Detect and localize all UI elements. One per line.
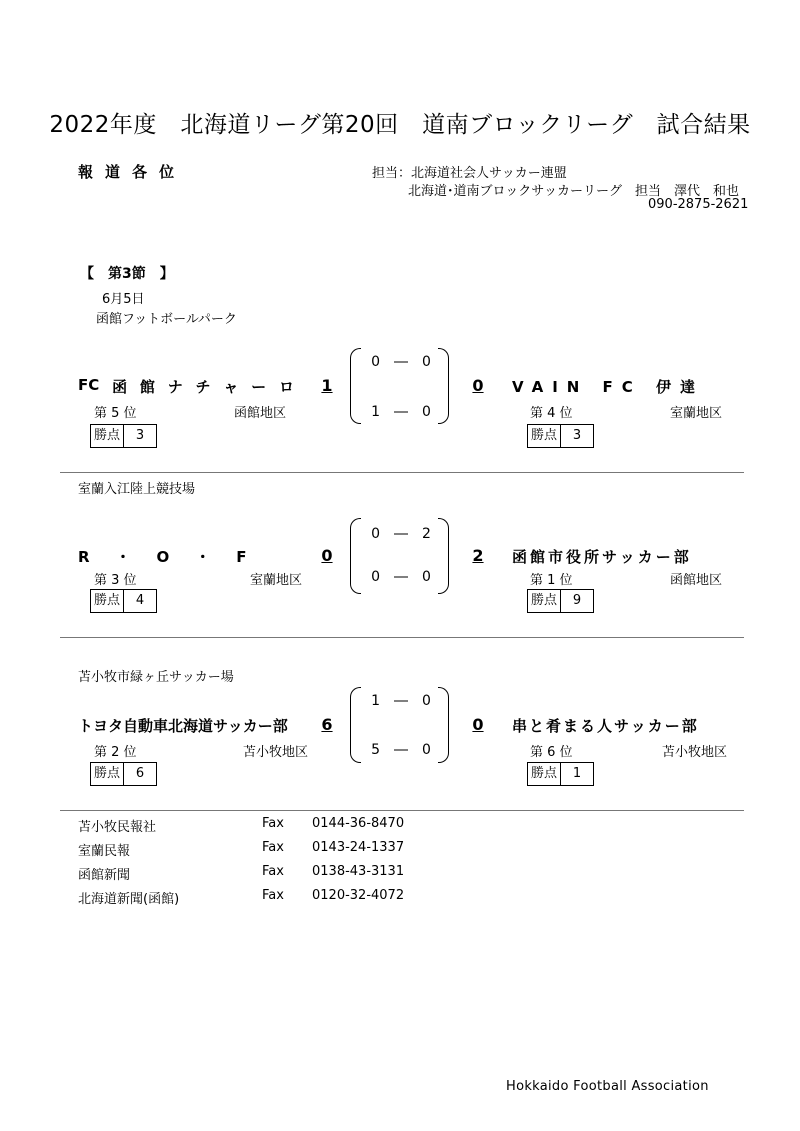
home-region-3: 苫小牧地区 — [243, 745, 309, 760]
home-rank-1: 第 5 位 — [94, 406, 137, 421]
away-points-box-3 — [527, 762, 594, 786]
home-rank-3: 第 2 位 — [94, 745, 137, 760]
home-rank-2: 第 3 位 — [94, 573, 137, 588]
points-label: 勝点 — [528, 763, 561, 785]
media-type-4: Fax — [262, 888, 284, 903]
home-points-box-2 — [90, 589, 157, 613]
home-points-3: 6 — [135, 766, 145, 781]
media-type-3: Fax — [262, 864, 284, 879]
match-date: 6月5日 — [102, 292, 145, 307]
bracket-right-1 — [438, 348, 449, 424]
media-name-2: 室蘭民報 — [78, 844, 131, 859]
contact-phone: 090-2875-2621 — [648, 197, 749, 212]
media-number-4: 0120-32-4072 — [312, 888, 405, 903]
media-name-3: 函館新聞 — [78, 868, 131, 883]
away-points-2: 9 — [572, 593, 582, 608]
home-points-2: 4 — [135, 593, 145, 608]
away-region-2: 函館地区 — [670, 573, 723, 588]
home-team-1-char: チ — [195, 378, 211, 396]
home-points-1: 3 — [135, 428, 145, 443]
footer-association: Hokkaido Football Association — [506, 1079, 709, 1094]
points-label: 勝点 — [528, 590, 561, 612]
away-score-2: 2 — [472, 546, 484, 565]
home-team-1-char: ー — [251, 378, 267, 396]
away-region-3: 苫小牧地区 — [662, 745, 728, 760]
round-heading: 【 第3節 】 — [80, 266, 174, 282]
divider-3 — [60, 810, 744, 811]
contact-line-1: 担当：北海道社会人サッカー連盟 — [372, 166, 567, 181]
first-half-score-1: 0 ― 0 — [371, 354, 431, 370]
home-points-box-3 — [90, 762, 157, 786]
divider-2 — [60, 637, 744, 638]
home-team-1-char: ナ — [167, 378, 183, 396]
second-half-score-1: 1 ― 0 — [371, 404, 431, 420]
away-team-1: VAIN FC 伊達 — [512, 378, 705, 396]
media-number-2: 0143-24-1337 — [312, 840, 405, 855]
away-score-1: 0 — [472, 376, 484, 395]
home-team-1-char: FC — [78, 376, 100, 394]
home-score-1: 1 — [321, 376, 333, 395]
venue-2: 室蘭入江陸上競技場 — [78, 482, 196, 497]
home-team-2: R・O・F — [78, 548, 273, 566]
media-number-3: 0138-43-3131 — [312, 864, 405, 879]
home-points-box-1 — [90, 424, 157, 448]
home-team-1-char: ロ — [278, 378, 294, 396]
home-region-2: 室蘭地区 — [250, 573, 303, 588]
bracket-right-2 — [438, 518, 449, 594]
bracket-right-3 — [438, 687, 449, 763]
home-region-1: 函館地区 — [234, 406, 287, 421]
bracket-left-3 — [350, 687, 361, 763]
away-region-1: 室蘭地区 — [670, 406, 723, 421]
away-team-3: 串と肴まる人サッカー部 — [512, 717, 699, 735]
home-score-2: 0 — [321, 546, 333, 565]
away-rank-3: 第 6 位 — [530, 745, 573, 760]
home-team-1 — [78, 376, 294, 397]
venue-1: 函館フットボールパーク — [96, 312, 237, 327]
away-rank-1: 第 4 位 — [530, 406, 573, 421]
away-score-3: 0 — [472, 715, 484, 734]
home-team-1-char: 函 — [112, 378, 128, 396]
second-half-score-2: 0 ― 0 — [371, 569, 431, 585]
away-points-box-1 — [527, 424, 594, 448]
divider-1 — [60, 472, 744, 473]
away-rank-2: 第 1 位 — [530, 573, 573, 588]
points-label: 勝点 — [91, 763, 124, 785]
bracket-left-1 — [350, 348, 361, 424]
contact-line-2: 北海道･道南ブロックサッカーリーグ 担当 澤代 和也 — [408, 184, 739, 199]
media-number-1: 0144-36-8470 — [312, 816, 405, 831]
home-team-1-char: 館 — [139, 378, 155, 396]
away-team-2: 函館市役所サッカー部 — [512, 548, 692, 566]
home-team-1-char: ャ — [223, 378, 239, 396]
first-half-score-3: 1 ― 0 — [371, 693, 431, 709]
away-points-box-2 — [527, 589, 594, 613]
media-name-4: 北海道新聞(函館) — [78, 892, 180, 907]
press-heading: 報道各位 — [78, 163, 187, 181]
away-points-3: 1 — [572, 766, 582, 781]
points-label: 勝点 — [91, 590, 124, 612]
first-half-score-2: 0 ― 2 — [371, 526, 431, 542]
media-type-1: Fax — [262, 816, 284, 831]
away-points-1: 3 — [572, 428, 582, 443]
points-label: 勝点 — [91, 425, 124, 447]
points-label: 勝点 — [528, 425, 561, 447]
second-half-score-3: 5 ― 0 — [371, 742, 431, 758]
home-team-3: トヨタ自動車北海道サッカー部 — [78, 717, 288, 735]
media-type-2: Fax — [262, 840, 284, 855]
page-title: 2022年度 北海道リーグ第20回 道南ブロックリーグ 試合結果 — [49, 112, 751, 138]
venue-3: 苫小牧市緑ヶ丘サッカー場 — [78, 670, 234, 685]
media-name-1: 苫小牧民報社 — [78, 820, 157, 835]
bracket-left-2 — [350, 518, 361, 594]
home-score-3: 6 — [321, 715, 333, 734]
